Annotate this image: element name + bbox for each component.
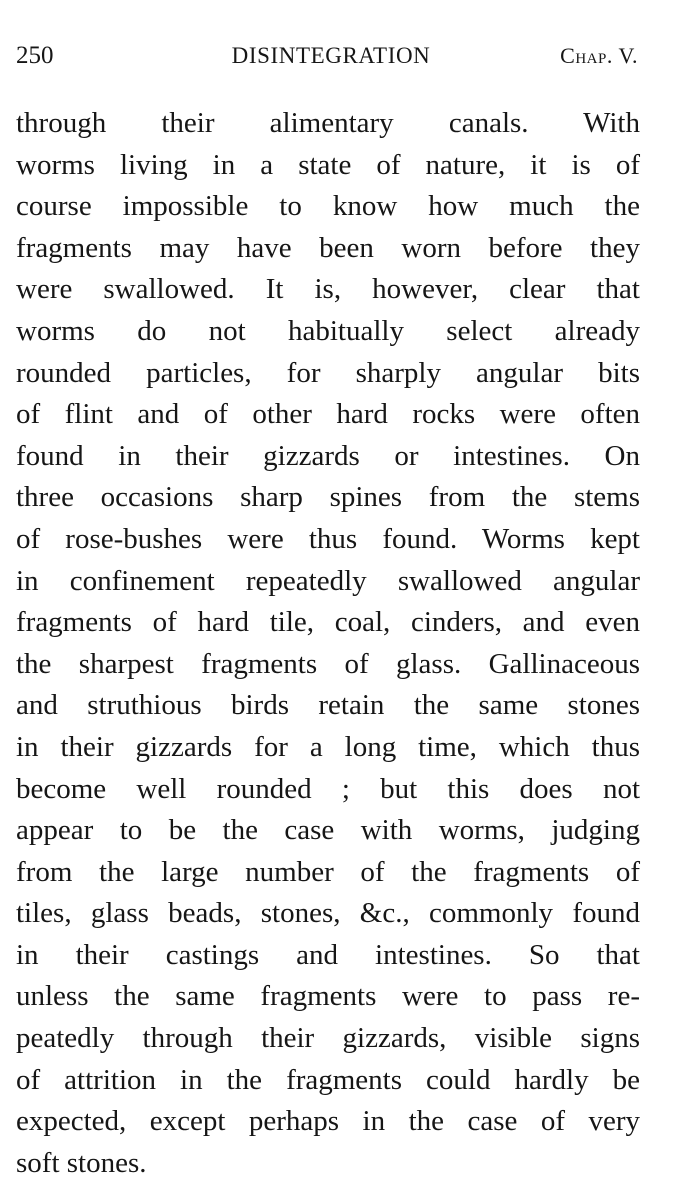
body-paragraph <box>16 103 640 1184</box>
text-line: the sharpest fragments of glass. Gallinaceous <box>16 647 640 680</box>
text-line: fragments of hard tile, coal, cinders, and even <box>16 606 640 639</box>
text-line: appear to be the case with worms, judging <box>16 814 640 847</box>
text-line: in their castings and intestines. So that <box>16 938 640 971</box>
chapter-title: DISINTEGRATION <box>231 43 431 68</box>
text-line: expected, except perhaps in the case of very <box>16 1105 640 1138</box>
text-line: through their alimentary canals. With <box>16 107 640 139</box>
running-header <box>16 38 638 74</box>
text-line: were swallowed. It is, however, clear that <box>16 273 640 306</box>
text-line: peatedly through their gizzards, visible signs <box>16 1022 640 1055</box>
text-line: become well rounded ; but this does not <box>16 772 640 805</box>
text-line: fragments may have been worn before they <box>16 231 640 264</box>
chapter-reference: Chap. V. <box>560 43 638 68</box>
text-line: worms do not habitually select already <box>16 314 640 347</box>
text-line: of rose-bushes were thus found. Worms kept <box>16 522 640 555</box>
text-line: worms living in a state of nature, it is of <box>16 148 640 181</box>
text-line: rounded particles, for sharply angular bits <box>16 356 640 389</box>
text-line: in confinement repeatedly swallowed angular <box>16 564 640 597</box>
text-line: soft stones. <box>16 1146 147 1179</box>
text-line: and struthious birds retain the same stones <box>16 689 640 722</box>
text-line: three occasions sharp spines from the stems <box>16 481 640 514</box>
text-line: found in their gizzards or intestines. On <box>16 439 640 472</box>
text-line: unless the same fragments were to pass re- <box>16 980 640 1013</box>
text-line: from the large number of the fragments of <box>16 855 640 888</box>
text-line: course impossible to know how much the <box>16 190 640 223</box>
text-line: of attrition in the fragments could hardly be <box>16 1063 640 1096</box>
text-line: of flint and of other hard rocks were often <box>16 398 640 431</box>
text-line: in their gizzards for a long time, which thus <box>16 730 640 763</box>
text-line: tiles, glass beads, stones, &c., commonly found <box>16 897 640 930</box>
page-number: 250 <box>16 42 54 69</box>
